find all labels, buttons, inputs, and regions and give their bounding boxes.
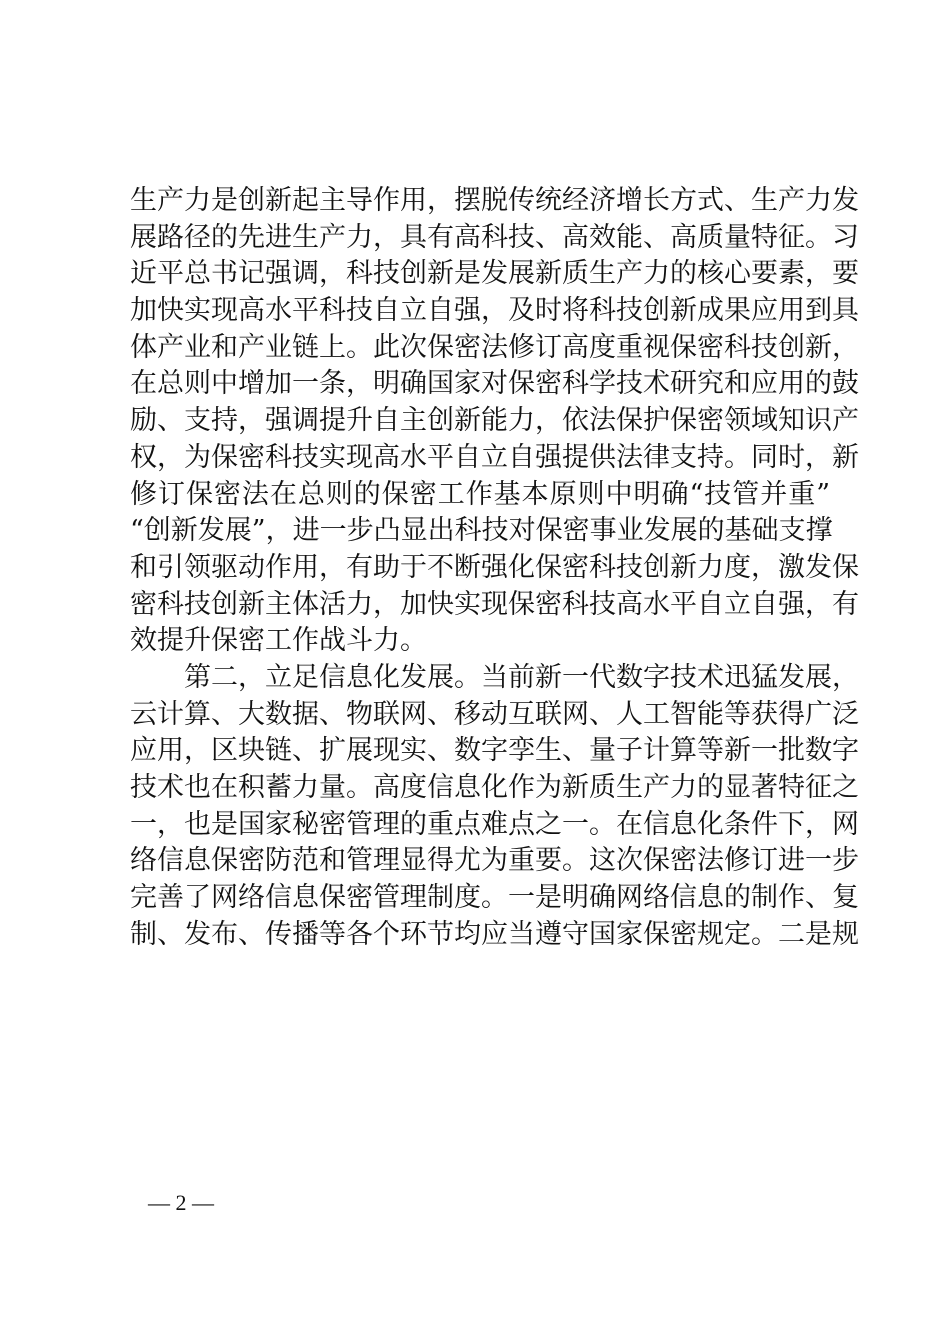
text-line: 密科技创新主体活力，加快实现保密科技高水平自立自强，有 xyxy=(130,588,859,620)
text-line: 络信息保密防范和管理显得尤为重要。这次保密法修订进一步 xyxy=(130,845,859,877)
text-line: 云计算、大数据、物联网、移动互联网、人工智能等获得广泛 xyxy=(130,698,859,730)
document-body xyxy=(130,183,859,953)
text-line: 制、发布、传播等各个环节均应当遵守国家保密规定。二是规 xyxy=(130,918,859,950)
text-line: 效提升保密工作战斗力。 xyxy=(130,625,427,657)
text-line: 在总则中增加一条，明确国家对保密科学技术研究和应用的鼓 xyxy=(130,368,859,400)
text-line: 加快实现高水平科技自立自强，及时将科技创新成果应用到具 xyxy=(130,295,859,327)
text-line: 第二，立足信息化发展。当前新一代数字技术迅猛发展， xyxy=(130,661,859,693)
text-line: 近平总书记强调，科技创新是发展新质生产力的核心要素，要 xyxy=(130,258,859,290)
text-line: 生产力是创新起主导作用，摆脱传统经济增长方式、生产力发 xyxy=(130,185,859,216)
page-number: — 2 — xyxy=(148,1190,214,1215)
text-line: 权，为保密科技实现高水平自立自强提供法律支持。同时，新 xyxy=(130,441,859,473)
paragraph-1 xyxy=(130,183,859,660)
text-line: “创新发展”，进一步凸显出科技对保密事业发展的基础支撑 xyxy=(130,515,833,547)
text-line: 励、支持，强调提升自主创新能力，依法保护保密领域知识产 xyxy=(130,405,859,437)
text-line: 修订保密法在总则的保密工作基本原则中明确“技管并重” xyxy=(130,478,830,510)
text-line: 展路径的先进生产力，具有高科技、高效能、高质量特征。习 xyxy=(130,221,859,253)
text-line: 应用，区块链、扩展现实、数字孪生、量子计算等新一批数字 xyxy=(130,735,859,767)
text-line: 体产业和产业链上。此次保密法修订高度重视保密科技创新， xyxy=(130,331,859,363)
text-line: 一，也是国家秘密管理的重点难点之一。在信息化条件下，网 xyxy=(130,808,859,840)
text-line: 完善了网络信息保密管理制度。一是明确网络信息的制作、复 xyxy=(130,882,859,914)
text-line: 和引领驱动作用，有助于不断强化保密科技创新力度，激发保 xyxy=(130,551,859,583)
text-line: 技术也在积蓄力量。高度信息化作为新质生产力的显著特征之 xyxy=(130,772,859,803)
paragraph-2 xyxy=(130,660,859,954)
